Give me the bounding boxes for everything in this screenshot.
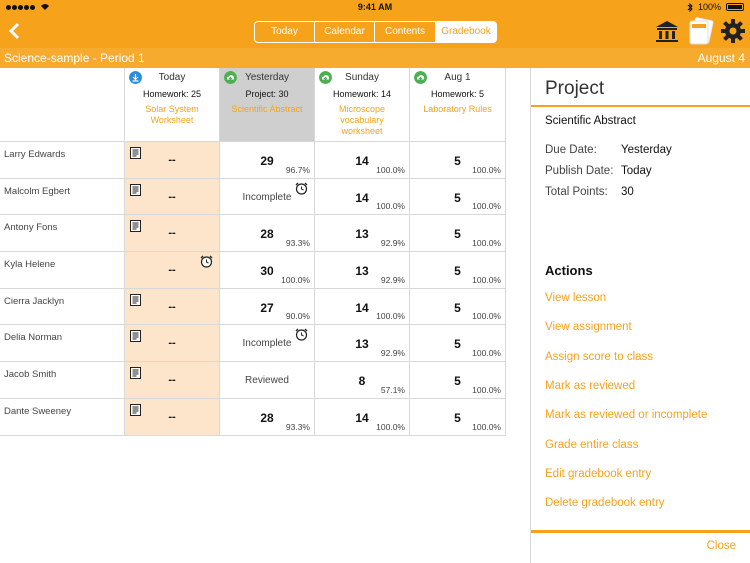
grade-cell[interactable] — [315, 142, 410, 179]
actions-heading: Actions — [545, 263, 593, 278]
total-points-value: 30 — [621, 186, 634, 198]
total-points-row — [545, 186, 634, 198]
grade-percent: 100.0% — [472, 384, 501, 395]
publish-date-value: Today — [621, 165, 652, 177]
grade-score: 5 — [454, 227, 461, 242]
close-button[interactable]: Close — [706, 540, 736, 552]
column-header-today[interactable] — [125, 68, 220, 142]
grade-score: 13 — [355, 337, 369, 352]
student-name-cell[interactable] — [0, 215, 125, 252]
column-header-yesterday[interactable] — [220, 68, 315, 142]
student-name: Delia Norman — [4, 332, 63, 344]
grade-percent: 100.0% — [376, 201, 405, 212]
grade-cell[interactable] — [410, 289, 506, 326]
column-count: Project: 30 — [245, 89, 289, 99]
student-name: Jacob Smith — [4, 369, 57, 381]
grade-percent: 100.0% — [472, 274, 501, 285]
grade-score: 13 — [355, 264, 369, 279]
grade-score: 13 — [355, 227, 369, 242]
grade-score: 14 — [355, 154, 369, 168]
student-row — [0, 289, 506, 326]
grade-cell[interactable] — [125, 399, 220, 436]
grade-score: 28 — [260, 410, 274, 425]
grade-percent: 92.9% — [380, 274, 405, 285]
student-name-cell[interactable] — [0, 362, 125, 399]
grade-score: 5 — [454, 300, 461, 315]
grade-cell[interactable] — [410, 362, 506, 399]
grade-score: 14 — [355, 410, 369, 425]
total-points-label: Total Points: — [545, 186, 608, 198]
action-view-lesson[interactable]: View lesson — [545, 292, 607, 304]
grade-empty: -- — [168, 337, 176, 350]
student-name-cell[interactable] — [0, 289, 125, 326]
grade-percent: 92.9% — [380, 238, 405, 249]
grade-empty: -- — [168, 374, 176, 387]
action-view-assignment[interactable]: View assignment — [545, 321, 632, 333]
status-time: 9:41 AM — [357, 2, 393, 12]
late-alarm-clock-icon — [295, 182, 308, 195]
column-count: Homework: 25 — [142, 89, 202, 99]
grade-cell[interactable] — [125, 215, 220, 252]
gradebook-book-icon[interactable] — [686, 16, 714, 46]
grade-score: 27 — [260, 300, 274, 315]
student-name: Antony Fons — [4, 222, 58, 234]
grade-cell[interactable] — [220, 142, 315, 179]
grade-score: 5 — [454, 154, 461, 168]
assignment-detail-panel — [530, 68, 750, 563]
grade-percent: 96.7% — [285, 164, 310, 175]
assignment-name: Scientific Abstract — [545, 115, 636, 127]
student-name: Kyla Helene — [4, 259, 56, 271]
grade-score: 14 — [355, 190, 369, 205]
grade-cell[interactable] — [315, 179, 410, 216]
action-grade-entire-class[interactable]: Grade entire class — [545, 439, 639, 451]
action-mark-reviewed-or-incomplete[interactable]: Mark as reviewed or incomplete — [545, 409, 708, 421]
student-name: Dante Sweeney — [4, 405, 72, 417]
grade-cell[interactable] — [220, 399, 315, 436]
grade-cell[interactable] — [220, 179, 315, 216]
tab-contents[interactable]: Contents — [375, 22, 436, 42]
gear-icon[interactable] — [720, 18, 746, 44]
grade-cell[interactable] — [220, 215, 315, 252]
current-date[interactable]: August 4 — [697, 51, 745, 65]
panel-footer-divider — [531, 530, 750, 533]
column-header-aug1[interactable] — [410, 68, 506, 142]
grade-percent: 90.0% — [285, 311, 310, 322]
grade-percent: 100.0% — [472, 348, 501, 359]
class-header — [0, 48, 750, 68]
cloud-upload-icon — [224, 71, 237, 84]
tab-calendar[interactable]: Calendar — [315, 22, 375, 42]
grade-cell[interactable] — [315, 215, 410, 252]
due-date-label: Due Date: — [545, 144, 597, 156]
column-day: Sunday — [345, 72, 379, 83]
cloud-upload-icon — [414, 71, 427, 84]
student-name-cell[interactable] — [0, 252, 125, 289]
tab-today[interactable]: Today — [255, 22, 315, 42]
grade-cell[interactable] — [315, 252, 410, 289]
action-mark-reviewed[interactable]: Mark as reviewed — [545, 380, 636, 392]
grade-cell[interactable] — [220, 362, 315, 399]
grade-cell[interactable] — [315, 289, 410, 326]
grade-percent: 100.0% — [376, 311, 405, 322]
action-assign-score[interactable]: Assign score to class — [545, 351, 654, 363]
publish-date-label: Publish Date: — [545, 165, 614, 177]
grade-percent: 100.0% — [472, 201, 501, 212]
grade-cell[interactable] — [410, 179, 506, 216]
publish-date-row — [545, 165, 652, 177]
action-edit-entry[interactable]: Edit gradebook entry — [545, 468, 652, 480]
grade-cell[interactable] — [220, 325, 315, 362]
grade-empty: -- — [168, 154, 176, 166]
header-corner — [0, 68, 125, 142]
battery-percent: 100% — [697, 2, 721, 12]
panel-title: Project — [545, 78, 605, 99]
student-name-cell[interactable] — [0, 399, 125, 436]
grade-status: Incomplete — [242, 191, 292, 203]
chevron-left-icon — [8, 21, 22, 41]
column-title[interactable]: Scientific Abstract — [231, 104, 303, 114]
grade-percent: 92.9% — [380, 348, 405, 359]
column-header-sunday[interactable] — [315, 68, 410, 142]
student-name: Malcolm Egbert — [4, 185, 70, 197]
grade-cell[interactable] — [220, 289, 315, 326]
institution-icon[interactable] — [654, 18, 680, 44]
grade-score: 5 — [454, 337, 461, 352]
student-row — [0, 362, 506, 399]
grade-cell[interactable] — [315, 362, 410, 399]
grade-empty: -- — [168, 227, 176, 240]
class-name[interactable]: Science-sample - Period 1 — [4, 51, 145, 65]
student-name-cell[interactable] — [0, 179, 125, 216]
grade-cell[interactable] — [315, 399, 410, 436]
grade-percent: 100.0% — [376, 164, 405, 175]
student-row — [0, 179, 506, 216]
grade-score: 29 — [260, 154, 274, 168]
grade-percent: 100.0% — [472, 164, 501, 175]
tab-gradebook[interactable]: Gradebook — [436, 22, 496, 42]
grade-score: 5 — [454, 264, 461, 279]
grade-cell[interactable] — [125, 362, 220, 399]
grade-score: 8 — [358, 374, 366, 389]
grade-score: 30 — [260, 264, 274, 279]
grade-empty: -- — [168, 410, 176, 423]
grade-score: 5 — [454, 190, 461, 205]
grade-cell[interactable] — [410, 142, 506, 179]
grade-percent: 93.3% — [285, 238, 310, 249]
grade-empty: -- — [168, 264, 176, 277]
grade-cell[interactable] — [315, 325, 410, 362]
grade-percent: 100.0% — [472, 238, 501, 249]
column-day: Yesterday — [244, 72, 290, 83]
grade-cell[interactable] — [410, 215, 506, 252]
back-button[interactable] — [8, 18, 22, 46]
grade-empty: -- — [168, 300, 176, 313]
grade-empty: -- — [168, 190, 176, 203]
student-name-cell[interactable] — [0, 325, 125, 362]
grade-percent: 100.0% — [472, 311, 501, 322]
student-name-cell[interactable] — [0, 142, 125, 179]
column-title[interactable]: Solar System Worksheet — [145, 104, 199, 125]
grade-score: 28 — [260, 227, 274, 242]
grade-cell[interactable] — [410, 252, 506, 289]
grade-cell[interactable] — [220, 252, 315, 289]
action-delete-entry[interactable]: Delete gradebook entry — [545, 497, 665, 509]
student-row — [0, 142, 506, 179]
due-date-row — [545, 144, 672, 156]
student-name: Cierra Jacklyn — [4, 295, 65, 307]
bluetooth-icon — [687, 3, 693, 12]
grade-score: 14 — [355, 300, 369, 315]
nav-bar — [0, 14, 750, 48]
grade-percent: 100.0% — [376, 421, 405, 432]
grade-cell[interactable] — [410, 325, 506, 362]
student-row — [0, 325, 506, 362]
grade-score: 5 — [454, 374, 461, 389]
column-title[interactable]: Laboratory Rules — [423, 104, 492, 114]
gradebook-grid — [0, 68, 506, 436]
grid-header-row — [0, 68, 506, 142]
grade-percent: 93.3% — [285, 421, 310, 432]
column-count: Homework: 5 — [430, 89, 484, 99]
cloud-upload-icon — [319, 71, 332, 84]
due-date-value: Yesterday — [621, 144, 672, 156]
grade-percent: 100.0% — [472, 421, 501, 432]
grade-cell[interactable] — [125, 325, 220, 362]
panel-divider — [531, 105, 750, 107]
grade-score: 5 — [454, 410, 461, 425]
grade-percent: 100.0% — [281, 274, 310, 285]
column-count: Homework: 14 — [332, 89, 392, 99]
download-icon — [129, 71, 142, 84]
grade-cell[interactable] — [410, 399, 506, 436]
battery-icon — [726, 3, 744, 11]
late-alarm-clock-icon — [295, 328, 308, 341]
student-row — [0, 252, 506, 289]
grade-cell[interactable] — [125, 289, 220, 326]
column-title[interactable]: Microscope vocabulary worksheet — [338, 104, 385, 136]
student-row — [0, 399, 506, 436]
view-segmented-control — [254, 21, 497, 43]
grade-status: Incomplete — [242, 338, 292, 350]
grade-percent: 57.1% — [380, 384, 405, 395]
grid-body — [0, 142, 506, 436]
student-row — [0, 215, 506, 252]
grade-status: Reviewed — [245, 375, 289, 387]
student-name: Larry Edwards — [4, 149, 66, 160]
status-bar — [0, 0, 750, 14]
column-day: Today — [158, 72, 186, 83]
grade-cell[interactable] — [125, 179, 220, 216]
column-day: Aug 1 — [444, 72, 471, 83]
grade-cell[interactable] — [125, 252, 220, 289]
grade-cell[interactable] — [125, 142, 220, 179]
